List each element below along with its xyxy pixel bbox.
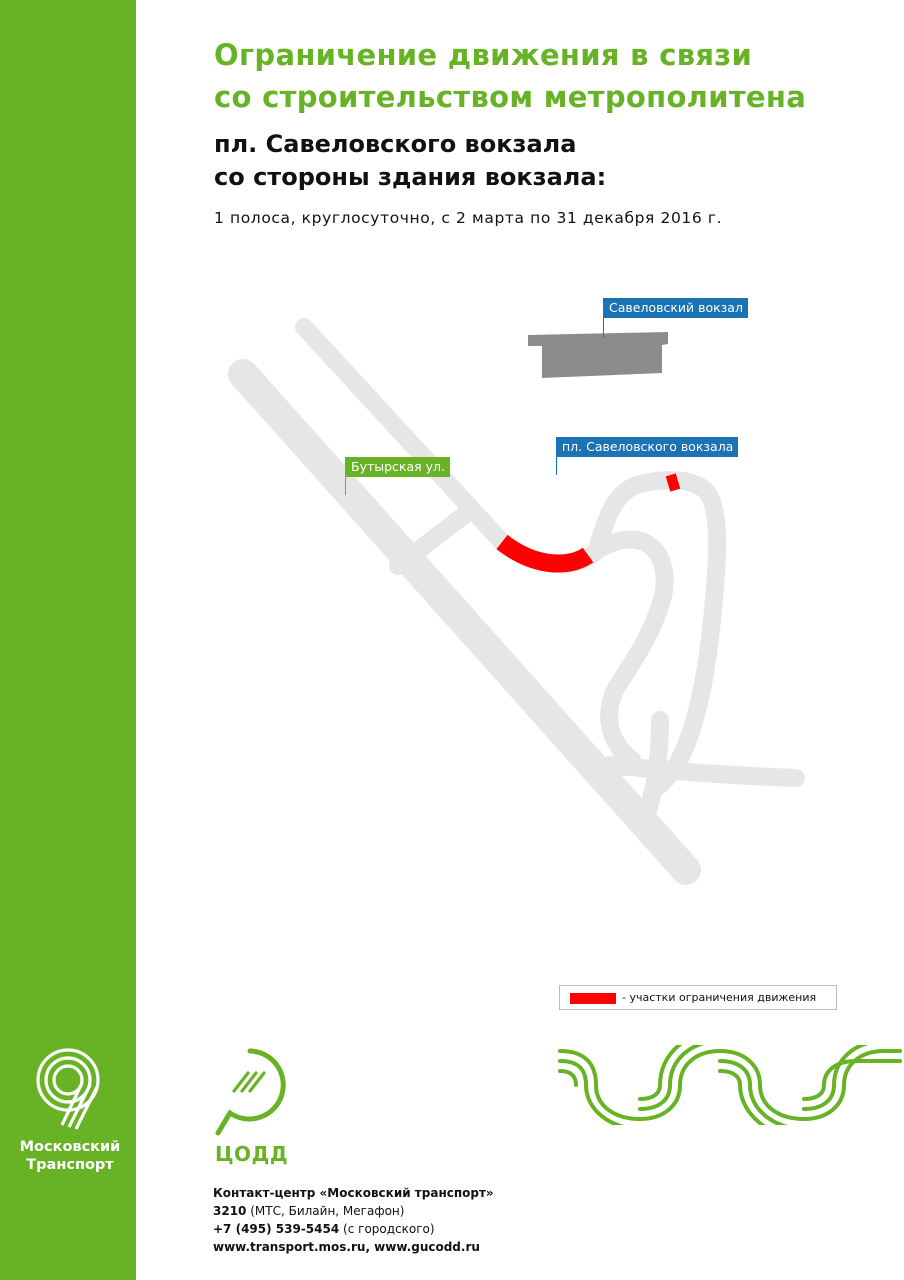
legend-text: - участки ограничения движения (622, 991, 817, 1004)
decorative-waves (556, 1045, 904, 1125)
title-line2: со строительством метрополитена (214, 80, 807, 114)
phone-long: +7 (495) 539-5454 (213, 1222, 340, 1236)
subtitle-line1: пл. Савеловского вокзала (214, 130, 577, 158)
square-label: пл. Савеловского вокзала (556, 437, 738, 457)
codd-name: ЦОДД (215, 1142, 289, 1166)
road-butyrskaya (304, 327, 502, 542)
moscow-transport-logo-icon (34, 1045, 106, 1135)
street-label-pin (345, 477, 346, 495)
brand-name (14, 1138, 126, 1174)
restriction-section-loop (668, 481, 678, 484)
station-building (528, 332, 668, 378)
codd-logo-icon (210, 1045, 290, 1139)
square-label-pin (556, 457, 557, 475)
phone-short: 3210 (213, 1204, 247, 1218)
subtitle-line2: со стороны здания вокзала: (214, 163, 607, 191)
restriction-section-arc (502, 542, 588, 564)
station-label-pin (603, 318, 604, 338)
brand-name-line2: Транспорт (26, 1157, 114, 1173)
brand-name-line1: Московский (19, 1139, 121, 1155)
phone-short-note: (МТС, Билайн, Мегафон) (250, 1204, 405, 1218)
contact-block (213, 1184, 494, 1256)
title-line1: Ограничение движения в связи (214, 38, 753, 72)
contact-title: Контакт-центр «Московский транспорт» (213, 1186, 494, 1200)
legend (559, 985, 837, 1010)
restriction-details: 1 полоса, круглосуточно, с 2 марта по 31 декабря 2016 г. (214, 209, 723, 227)
phone-long-note: (с городского) (343, 1222, 435, 1236)
road-east (610, 765, 796, 778)
station-label: Савеловский вокзал (603, 298, 748, 318)
websites-link[interactable]: www.transport.mos.ru, www.gucodd.ru (213, 1240, 480, 1254)
legend-swatch (570, 993, 616, 1004)
street-label: Бутырская ул. (345, 457, 450, 477)
